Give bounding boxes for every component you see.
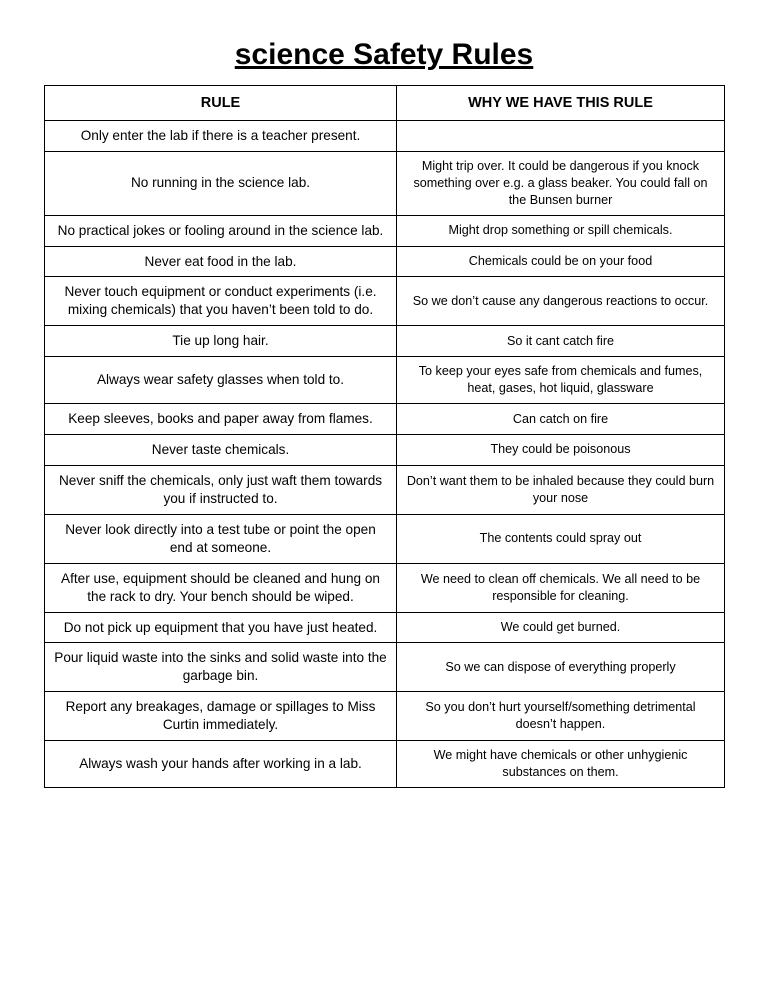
table-body	[45, 121, 725, 788]
reason-cell: The contents could spray out	[397, 514, 725, 563]
page-title: science Safety Rules	[234, 38, 534, 71]
reason-cell: Can catch on fire	[397, 404, 725, 435]
rule-cell: Only enter the lab if there is a teacher present.	[45, 121, 397, 152]
table-row	[45, 741, 725, 788]
rule-cell: Always wash your hands after working in a lab.	[45, 741, 397, 788]
table-row	[45, 357, 725, 404]
table-row	[45, 612, 725, 643]
rule-cell: Report any breakages, damage or spillages to Miss Curtin immediately.	[45, 692, 397, 741]
reason-cell: Don’t want them to be inhaled because they could burn your nose	[397, 465, 725, 514]
table-row	[45, 514, 725, 563]
safety-rules-table	[44, 85, 725, 788]
rule-cell: No running in the science lab.	[45, 151, 397, 215]
table-row	[45, 277, 725, 326]
column-header-why: WHY WE HAVE THIS RULE	[397, 86, 725, 121]
rule-cell: Never touch equipment or conduct experiments (i.e. mixing chemicals) that you haven’t been told to do.	[45, 277, 397, 326]
rule-cell: Never taste chemicals.	[45, 434, 397, 465]
reason-cell: We need to clean off chemicals. We all need to be responsible for cleaning.	[397, 563, 725, 612]
table-row	[45, 643, 725, 692]
reason-cell: They could be poisonous	[397, 434, 725, 465]
reason-cell	[397, 121, 725, 152]
table-row	[45, 151, 725, 215]
reason-cell: So you don’t hurt yourself/something detrimental doesn’t happen.	[397, 692, 725, 741]
table-row	[45, 692, 725, 741]
reason-cell: To keep your eyes safe from chemicals and fumes, heat, gases, hot liquid, glassware	[397, 357, 725, 404]
column-header-rule: RULE	[45, 86, 397, 121]
reason-cell: We could get burned.	[397, 612, 725, 643]
rule-cell: No practical jokes or fooling around in the science lab.	[45, 215, 397, 246]
rule-cell: Never eat food in the lab.	[45, 246, 397, 277]
rule-cell: Pour liquid waste into the sinks and solid waste into the garbage bin.	[45, 643, 397, 692]
reason-cell: So we don’t cause any dangerous reactions to occur.	[397, 277, 725, 326]
table-row	[45, 246, 725, 277]
rule-cell: Tie up long hair.	[45, 326, 397, 357]
rule-cell: Never look directly into a test tube or point the open end at someone.	[45, 514, 397, 563]
reason-cell: Chemicals could be on your food	[397, 246, 725, 277]
table-row	[45, 563, 725, 612]
table-row	[45, 326, 725, 357]
table-row	[45, 121, 725, 152]
reason-cell: So we can dispose of everything properly	[397, 643, 725, 692]
table-row	[45, 404, 725, 435]
table-row	[45, 215, 725, 246]
rule-cell: Keep sleeves, books and paper away from flames.	[45, 404, 397, 435]
rule-cell: After use, equipment should be cleaned and hung on the rack to dry. Your bench should be wiped.	[45, 563, 397, 612]
reason-cell: We might have chemicals or other unhygienic substances on them.	[397, 741, 725, 788]
reason-cell: Might trip over. It could be dangerous if you knock something over e.g. a glass beaker. You could fall on the Bunsen burner	[397, 151, 725, 215]
rule-cell: Always wear safety glasses when told to.	[45, 357, 397, 404]
rule-cell: Do not pick up equipment that you have just heated.	[45, 612, 397, 643]
table-header-row	[45, 86, 725, 121]
table-row	[45, 434, 725, 465]
table-row	[45, 465, 725, 514]
reason-cell: So it cant catch fire	[397, 326, 725, 357]
rule-cell: Never sniff the chemicals, only just waft them towards you if instructed to.	[45, 465, 397, 514]
reason-cell: Might drop something or spill chemicals.	[397, 215, 725, 246]
